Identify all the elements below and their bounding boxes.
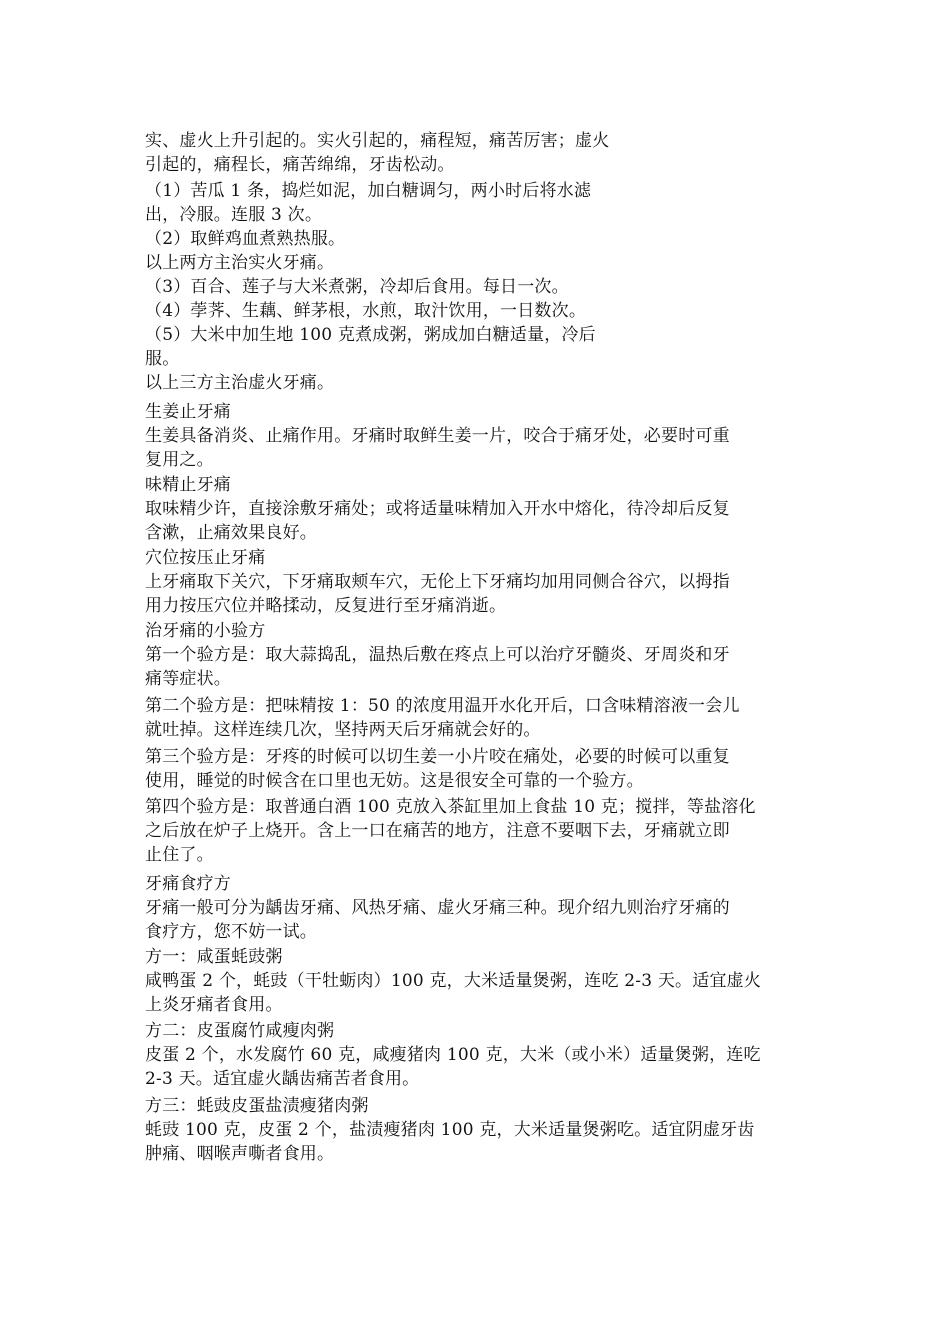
section-heading: 治牙痛的小验方: [145, 621, 266, 641]
text-line: 以上三方主治虚火牙痛。: [145, 373, 335, 393]
text-line: 第一个验方是：取大蒜捣乱，温热后敷在疼点上可以治疗牙髓炎、牙周炎和牙: [145, 645, 730, 665]
section-heading: 味精止牙痛: [145, 475, 231, 495]
text-line: 皮蛋 2 个，水发腐竹 60 克，咸瘦猪肉 100 克，大米（或小米）适量煲粥，连吃: [145, 1045, 761, 1065]
text-line: 第四个验方是：取普通白酒 100 克放入茶缸里加上食盐 10 克；搅拌，等盐溶化: [145, 797, 756, 817]
text-line: （4）荸荠、生藕、鲜茅根，水煎，取汁饮用，一日数次。: [145, 301, 587, 321]
section-acupressure: [145, 546, 730, 618]
text-line: 复用之。: [145, 450, 214, 470]
text-line: 上炎牙痛者食用。: [145, 995, 283, 1015]
text-line: 第二个验方是：把味精按 1：50 的浓度用温开水化开后，口含味精溶液一会儿: [145, 696, 740, 716]
text-line: （2）取鲜鸡血煮熟热服。: [145, 229, 346, 249]
remedy-three: [145, 745, 730, 793]
text-line: 第三个验方是：牙疼的时候可以切生姜一小片咬在痛处，必要的时候可以重复: [145, 747, 730, 767]
text-line: 服。: [145, 349, 180, 369]
remedy-four: [145, 795, 756, 867]
diet-recipe-2: [145, 1019, 761, 1091]
diet-recipe-3: [145, 1094, 755, 1166]
text-line: 食疗方，您不妨一试。: [145, 922, 317, 942]
section-heading: 生姜止牙痛: [145, 402, 231, 422]
recipe-heading: 方三：蚝豉皮蛋盐渍瘦猪肉粥: [145, 1096, 369, 1116]
text-line: 痛等症状。: [145, 669, 231, 689]
text-line: 止住了。: [145, 845, 214, 865]
section-heading: 穴位按压止牙痛: [145, 548, 266, 568]
text-line: 生姜具备消炎、止痛作用。牙痛时取鲜生姜一片，咬合于痛牙处，必要时可重: [145, 426, 730, 446]
section-msg: [145, 473, 730, 545]
text-line: 取味精少许，直接涂敷牙痛处；或将适量味精加入开水中熔化，待冷却后反复: [145, 499, 730, 519]
text-line: 实、虚火上升引起的。实火引起的，痛程短，痛苦厉害；虚火: [145, 131, 610, 151]
text-line: 引起的，痛程长，痛苦绵绵，牙齿松动。: [145, 155, 455, 175]
remedy-two: [145, 694, 740, 742]
section-diet: [145, 872, 730, 944]
text-line: 出，冷服。连服 3 次。: [145, 205, 323, 225]
section-heading: 牙痛食疗方: [145, 874, 231, 894]
text-line: 2-3 天。适宜虚火龋齿痛苦者食用。: [145, 1069, 420, 1089]
text-line: 肿痛、咽喉声嘶者食用。: [145, 1144, 335, 1164]
paragraph-cause: [145, 129, 609, 177]
text-line: 上牙痛取下关穴，下牙痛取颊车穴，无伦上下牙痛均加用同侧合谷穴，以拇指: [145, 572, 730, 592]
text-line: 含漱，止痛效果良好。: [145, 523, 317, 543]
text-line: 咸鸭蛋 2 个，蚝豉（干牡蛎肉）100 克，大米适量煲粥，连吃 2-3 天。适宜虚火: [145, 971, 762, 991]
text-line: 牙痛一般可分为龋齿牙痛、风热牙痛、虚火牙痛三种。现介绍九则治疗牙痛的: [145, 898, 730, 918]
recipe-heading: 方一：咸蛋蚝豉粥: [145, 947, 283, 967]
text-line: 使用，睡觉的时候含在口里也无妨。这是很安全可靠的一个验方。: [145, 771, 644, 791]
section-ginger: [145, 400, 730, 472]
text-line: 以上两方主治实火牙痛。: [145, 253, 335, 273]
remedies-list-2: [145, 299, 596, 395]
section-small-remedies: [145, 619, 730, 691]
text-line: （3）百合、莲子与大米煮粥，冷却后食用。每日一次。: [145, 277, 569, 297]
text-line: 蚝豉 100 克，皮蛋 2 个，盐渍瘦猪肉 100 克，大米适量煲粥吃。适宜阴虚牙齿: [145, 1120, 755, 1140]
text-line: 用力按压穴位并略揉动，反复进行至牙痛消逝。: [145, 596, 507, 616]
recipe-heading: 方二：皮蛋腐竹咸瘦肉粥: [145, 1021, 335, 1041]
diet-recipe-1: [145, 945, 761, 1017]
text-line: （1）苦瓜 1 条，捣烂如泥，加白糖调匀，两小时后将水滤: [145, 181, 592, 201]
text-line: 之后放在炉子上烧开。含上一口在痛苦的地方，注意不要咽下去，牙痛就立即: [145, 821, 730, 841]
remedies-list-1: [145, 179, 591, 299]
text-line: 就吐掉。这样连续几次，坚持两天后牙痛就会好的。: [145, 720, 541, 740]
text-line: （5）大米中加生地 100 克煮成粥，粥成加白糖适量，冷后: [145, 325, 596, 345]
